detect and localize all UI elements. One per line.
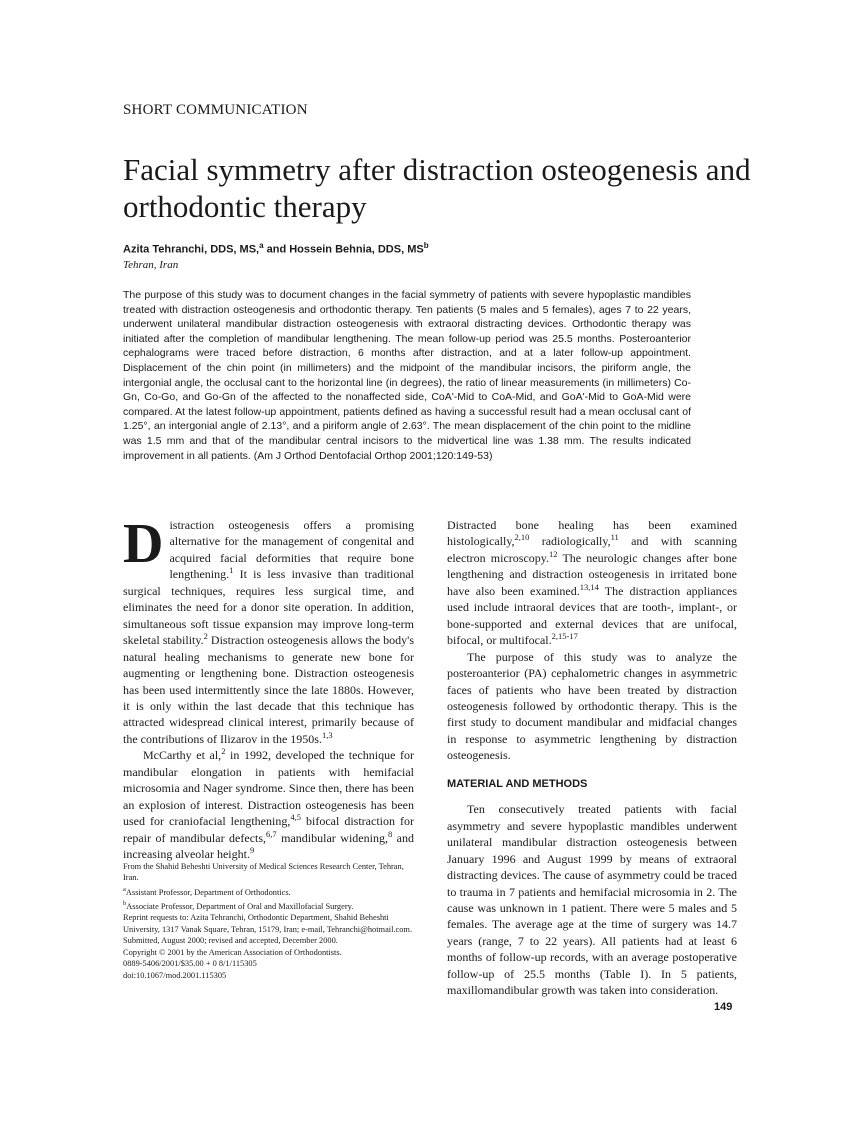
- text-run: bifocal distraction for repair of mandibular defects,: [123, 814, 414, 845]
- footnote-text: Assistant Professor, Department of Orthodontics.: [125, 887, 291, 897]
- section-heading-methods: MATERIAL AND METHODS: [447, 777, 588, 790]
- footnotes: [123, 861, 415, 981]
- citation-ref: 13,14: [579, 581, 599, 592]
- intro-paragraph-4: The purpose of this study was to analyze the posteroanterior (PA) cephalometric changes in asymmetric faces of patients who have been treated by distraction osteogenesis followed by orthodontic therapy. This is the first study to document mandibular and midfacial changes in response to asymmetric lengthening by distraction osteogenesis.: [447, 649, 737, 763]
- citation-ref: 2,10: [514, 532, 530, 543]
- author-1-affil-mark: a: [259, 241, 264, 250]
- citation-ref: 6,7: [266, 828, 277, 839]
- abstract-text: The purpose of this study was to document changes in the facial symmetry of patients with severe hypoplastic mandibles treated with distraction osteogenesis and orthodontic therapy. Ten patients (5 males and 5 females), ages 7 to 22 years, underwent unilateral mandibular distraction osteogenesis with extraoral distracting devices. Orthodontic therapy was initiated after the completion of mandibular lengthening. The mean follow-up period was 25.5 months. Posteroanterior cephalograms were traced before distraction, 6 months after distraction, and at a later follow-up appointment. Displacement of the chin point (in millimeters) and the midpoint of the mandibular incisors, the piriform angle, the intergonial angle, the occlusal cant to the horizontal line (in degrees), the ratio of linear measurements (in millimeters) Co-Gn, Co-Go, and Go-Gn of the affected to the nonaffected side, CoA'-Mid to CoA-Mid, and GoA'-Mid to GoA-Mid were compared. At the latest follow-up appointment, patients defined as having a successful result had a mean occlusal cant of 1.25°, an intergonial angle of 2.13°, and a piriform angle of 2.63°. The mean displacement of the chin point to the midline was 1.5 mm and that of the mandibular central incisors to the midvertical line was 1.38 mm. The results indicated improvement in all patients.: [123, 289, 691, 462]
- author-location: Tehran, Iran: [123, 259, 179, 271]
- author-line: [123, 241, 429, 256]
- text-run: McCarthy et al,: [143, 748, 222, 763]
- drop-cap: D: [123, 513, 164, 575]
- text-run: It is less invasive than traditional surgical techniques, requires less surgical time, and eliminates the need for a donor site operation. In addition, simultaneous soft tissue expansion may improve long-term skeletal stability.: [123, 567, 414, 648]
- footnote-mark: b: [123, 900, 127, 908]
- section-label: SHORT COMMUNICATION: [123, 102, 308, 118]
- text-run: istraction osteogenesis offers a promising alternative for the management of congenital and acquired facial deformities that require bone lengthening.: [169, 518, 414, 582]
- text-run: Distracted bone healing has been examined histologically,: [447, 518, 737, 549]
- citation-ref: 2: [203, 631, 208, 642]
- citation-ref: 11: [610, 532, 619, 543]
- body-column-right: [447, 517, 737, 999]
- citation-ref: 8: [387, 828, 393, 839]
- intro-paragraph-3: [447, 517, 737, 649]
- citation-ref: 2: [221, 746, 226, 757]
- text-run: The neurologic changes after bone lengthening and distraction osteogenesis in irritated bone have also been examined.: [447, 550, 737, 598]
- footnote-author-b: [123, 898, 415, 912]
- text-run: and with scanning electron microscopy.: [447, 534, 737, 565]
- citation-ref: 9: [249, 845, 255, 856]
- intro-paragraph-2: [123, 747, 414, 862]
- abstract-citation: (Am J Orthod Dentofacial Orthop 2001;120:149-53): [250, 449, 493, 462]
- footnote-copyright: Copyright © 2001 by the American Association of Orthodontists.: [123, 947, 342, 957]
- footnote-institution: From the Shahid Beheshti University of Medical Sciences Research Center, Tehran, Iran.: [123, 862, 404, 883]
- page-number: 149: [714, 1001, 733, 1013]
- body-column-left: [123, 513, 415, 863]
- author-conjunction: and: [263, 243, 290, 256]
- article-title: Facial symmetry after distraction osteogenesis and orthodontic therapy: [123, 152, 751, 224]
- methods-paragraph-1: Ten consecutively treated patients with facial asymmetry and severe hypoplastic mandibles underwent unilateral mandibular distraction osteogenesis between January 1996 and August 1999 by means of extraoral distracting devices. The cause of asymmetry could be traced to trauma in 7 patients and hemifacial microsomia in 2. The cause was unknown in 1 patient. There were 5 males and 5 females. The average age at the time of surgery was 14.7 years (range, 7 to 22 years). All patients had at least 6 months of follow-up records, with an average postoperative follow-up of 25.5 months (Table I). In 5 patients, maxillomandibular growth was taken into consideration.: [447, 802, 737, 998]
- abstract: [123, 288, 691, 463]
- footnote-submitted: Submitted, August 2000; revised and accepted, December 2000.: [123, 936, 338, 946]
- text-run: in 1992, developed the technique for mandibular elongation in patients with hemifacial microsomia and Nager syndrome. Since then, there has been an explosion of interest. Distraction osteogenesis has been used for craniofacial lengthening,: [123, 748, 414, 829]
- author-1: Azita Tehranchi, DDS, MS,: [123, 243, 260, 256]
- text-run: The distraction appliances used include intraoral devices that are tooth-, implant-, or bone-supported and external devices that are unifocal, bifocal, or multifocal.: [447, 583, 737, 648]
- citation-ref: 12: [549, 548, 558, 559]
- intro-paragraph-1: [123, 513, 414, 747]
- footnote-issn: 0889-5406/2001/$35.00 + 0 8/1/115305: [123, 959, 257, 969]
- text-run: Distraction osteogenesis allows the body's natural healing mechanisms to generate new bone for augmenting or lengthening bone. Distraction osteogenesis has been used intermittently since the late 1880s. However, it is only within the last decade that this technique has attracted widespread clinical interest, primarily because of the contributions of Ilizarov in the 1950s.: [123, 633, 414, 746]
- text-run: mandibular widening,: [276, 830, 388, 845]
- text-run: and increasing alveolar height.: [123, 830, 415, 862]
- author-2: Hossein Behnia, DDS, MS: [289, 243, 424, 256]
- citation-ref: 1: [229, 565, 234, 576]
- text-run: radiologically,: [529, 534, 611, 549]
- citation-ref: 1,3: [321, 729, 333, 740]
- footnote-doi: doi:10.1067/mod.2001.115305: [123, 970, 227, 980]
- footnote-author-a: [123, 884, 415, 898]
- author-2-affil-mark: b: [423, 241, 429, 250]
- footnote-mark: a: [123, 885, 126, 893]
- footnote-reprint: Reprint requests to: Azita Tehranchi, Orthodontic Department, Shahid Beheshti University, 1317 Vanak Square, Tehran, 15179, Iran; e-mail, Tehranchi@hotmail.com.: [123, 913, 413, 934]
- citation-ref: 4,5: [290, 812, 301, 823]
- citation-ref: 2,15-17: [551, 631, 578, 642]
- footnote-text: Associate Professor, Department of Oral and Maxillofacial Surgery.: [126, 901, 354, 911]
